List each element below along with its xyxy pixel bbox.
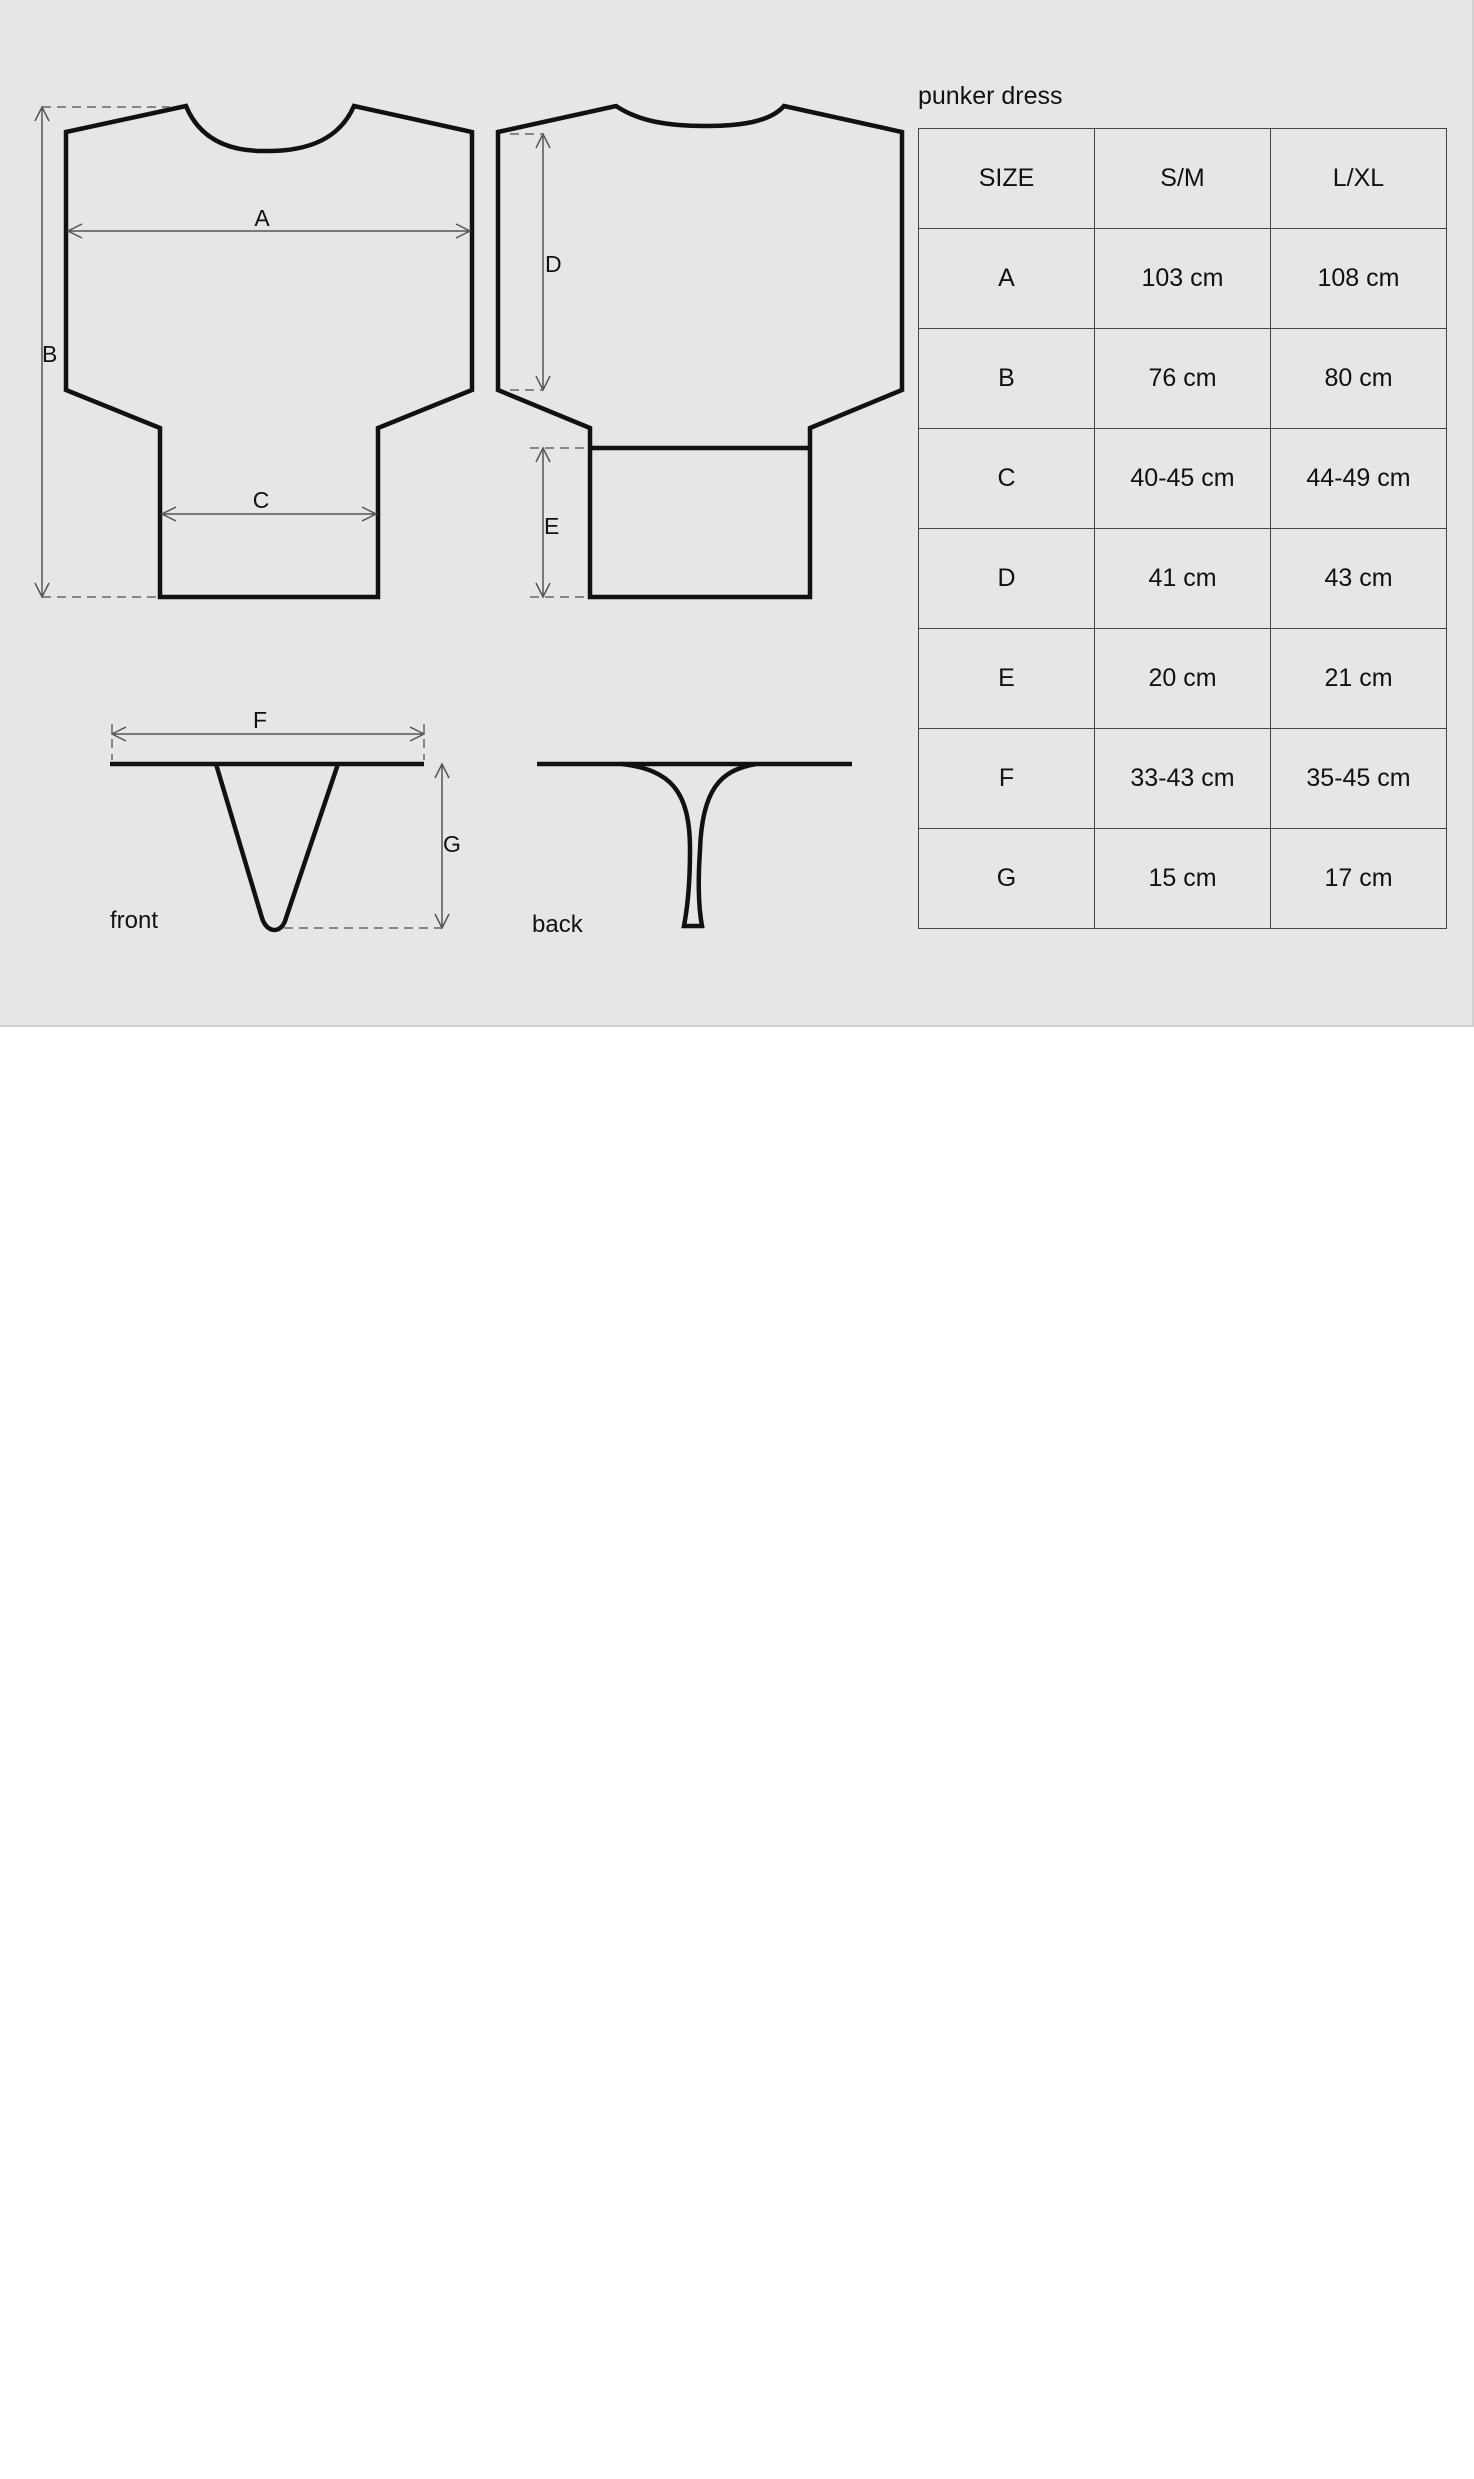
table-header-cell: S/M bbox=[1095, 129, 1271, 229]
thong-back bbox=[537, 764, 852, 926]
table-header-cell: L/XL bbox=[1271, 129, 1447, 229]
table-row bbox=[919, 729, 1447, 829]
table-cell: 35-45 cm bbox=[1271, 729, 1447, 829]
size-chart-panel bbox=[0, 0, 1474, 1027]
table-cell: 17 cm bbox=[1271, 829, 1447, 929]
table-cell: 21 cm bbox=[1271, 629, 1447, 729]
front-caption: front bbox=[110, 907, 159, 934]
dimension-d-label: D bbox=[545, 251, 562, 277]
dimension-d bbox=[510, 134, 562, 390]
dimension-e-label: E bbox=[544, 513, 560, 539]
back-caption: back bbox=[532, 911, 583, 938]
dimension-c-label: C bbox=[252, 487, 270, 513]
size-table bbox=[918, 128, 1447, 929]
table-row-label: C bbox=[919, 429, 1095, 529]
dimension-b-label: B bbox=[42, 341, 58, 367]
thong-front bbox=[110, 764, 424, 930]
table-row bbox=[919, 329, 1447, 429]
dimension-b bbox=[35, 107, 170, 597]
dimension-c bbox=[162, 487, 376, 521]
table-cell: 103 cm bbox=[1095, 229, 1271, 329]
table-title: punker dress bbox=[918, 82, 1063, 110]
dimension-f-label: F bbox=[252, 707, 268, 733]
table-row-label: D bbox=[919, 529, 1095, 629]
table-cell: 44-49 cm bbox=[1271, 429, 1447, 529]
table-cell: 41 cm bbox=[1095, 529, 1271, 629]
table-row-label: F bbox=[919, 729, 1095, 829]
dress-front-outline bbox=[66, 106, 472, 597]
dimension-a-label: A bbox=[254, 205, 270, 231]
table-header-cell: SIZE bbox=[919, 129, 1095, 229]
table-cell: 20 cm bbox=[1095, 629, 1271, 729]
table-cell: 33-43 cm bbox=[1095, 729, 1271, 829]
table-cell: 15 cm bbox=[1095, 829, 1271, 929]
table-row bbox=[919, 529, 1447, 629]
table-row-label: G bbox=[919, 829, 1095, 929]
dimension-a bbox=[68, 205, 470, 238]
table-row-label: B bbox=[919, 329, 1095, 429]
table-cell: 43 cm bbox=[1271, 529, 1447, 629]
table-header-row bbox=[919, 129, 1447, 229]
dimension-g-label: G bbox=[443, 831, 461, 857]
table-cell: 76 cm bbox=[1095, 329, 1271, 429]
table-row bbox=[919, 629, 1447, 729]
table-cell: 108 cm bbox=[1271, 229, 1447, 329]
table-row-label: E bbox=[919, 629, 1095, 729]
table-row-label: A bbox=[919, 229, 1095, 329]
dimension-e bbox=[530, 448, 590, 597]
dimension-f bbox=[112, 707, 424, 760]
table-cell: 40-45 cm bbox=[1095, 429, 1271, 529]
table-cell: 80 cm bbox=[1271, 329, 1447, 429]
table-row bbox=[919, 229, 1447, 329]
table-row bbox=[919, 429, 1447, 529]
table-row bbox=[919, 829, 1447, 929]
